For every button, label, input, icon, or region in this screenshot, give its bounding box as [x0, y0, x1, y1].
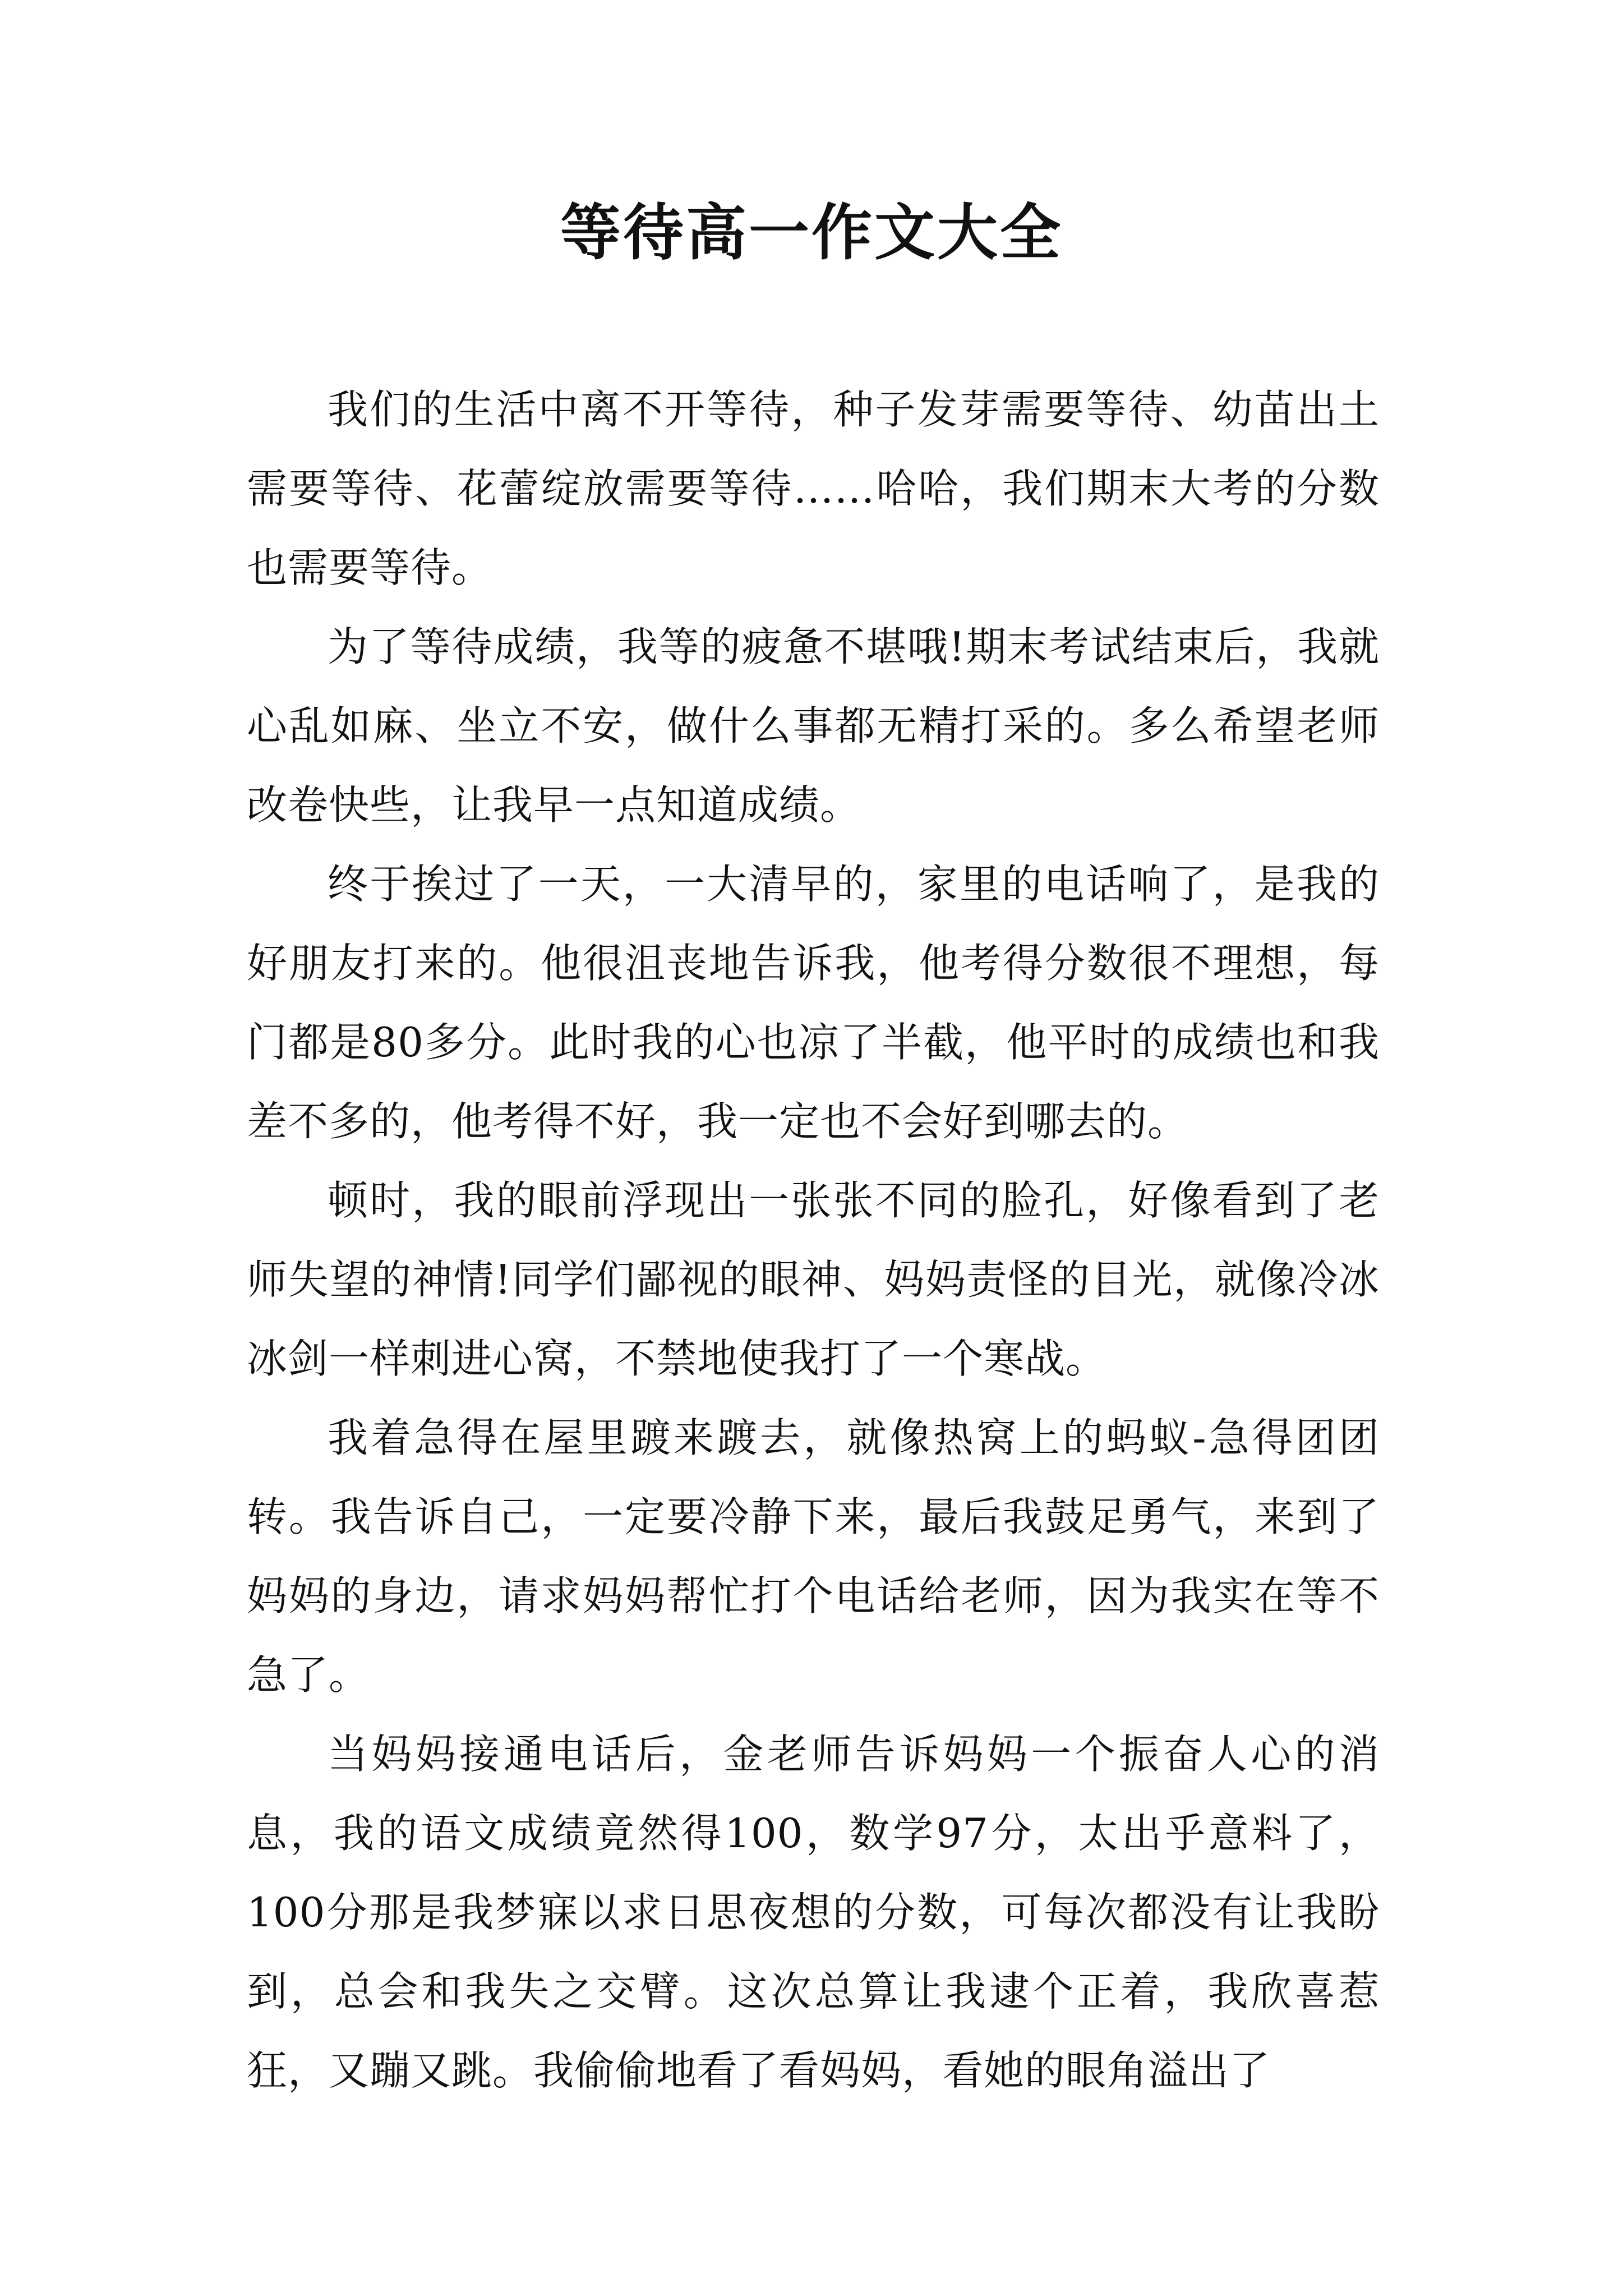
document-body — [247, 370, 1380, 2110]
paragraph-4: 顿时，我的眼前浮现出一张张不同的脸孔，好像看到了老师失望的神情!同学们鄙视的眼神、妈妈责怪的目光，就像冷冰冰剑一样刺进心窝，不禁地使我打了一个寒战。 — [247, 1177, 1380, 1382]
paragraph-5: 我着急得在屋里踱来踱去，就像热窝上的蚂蚁-急得团团转。我告诉自己，一定要冷静下来，最后我鼓足勇气，来到了妈妈的身边，请求妈妈帮忙打个电话给老师，因为我实在等不急了。 — [247, 1414, 1380, 1699]
paragraph-1: 我们的生活中离不开等待，种子发芽需要等待、幼苗出土需要等待、花蕾绽放需要等待……哈哈，我们期末大考的分数也需要等待。 — [247, 386, 1380, 591]
paragraph-6: 当妈妈接通电话后，金老师告诉妈妈一个振奋人心的消息，我的语文成绩竟然得100，数学97分，太出乎意料了，100分那是我梦寐以求日思夜想的分数，可每次都没有让我盼到，总会和我失之交臂。这次总算让我逮个正着，我欣喜惹狂，又蹦又跳。我偷偷地看了看妈妈，看她的眼角溢出了 — [247, 1731, 1380, 2094]
paragraph-2: 为了等待成绩，我等的疲惫不堪哦!期末考试结束后，我就心乱如麻、坐立不安，做什么事都无精打采的。多么希望老师改卷快些，让我早一点知道成绩。 — [247, 623, 1380, 829]
document-title: 等待高一作文大全 — [560, 197, 1063, 268]
paragraph-3: 终于挨过了一天，一大清早的，家里的电话响了，是我的好朋友打来的。他很沮丧地告诉我，他考得分数很不理想，每门都是80多分。此时我的心也凉了半截，他平时的成绩也和我差不多的，他考得不好，我一定也不会好到哪去的。 — [247, 861, 1380, 1145]
